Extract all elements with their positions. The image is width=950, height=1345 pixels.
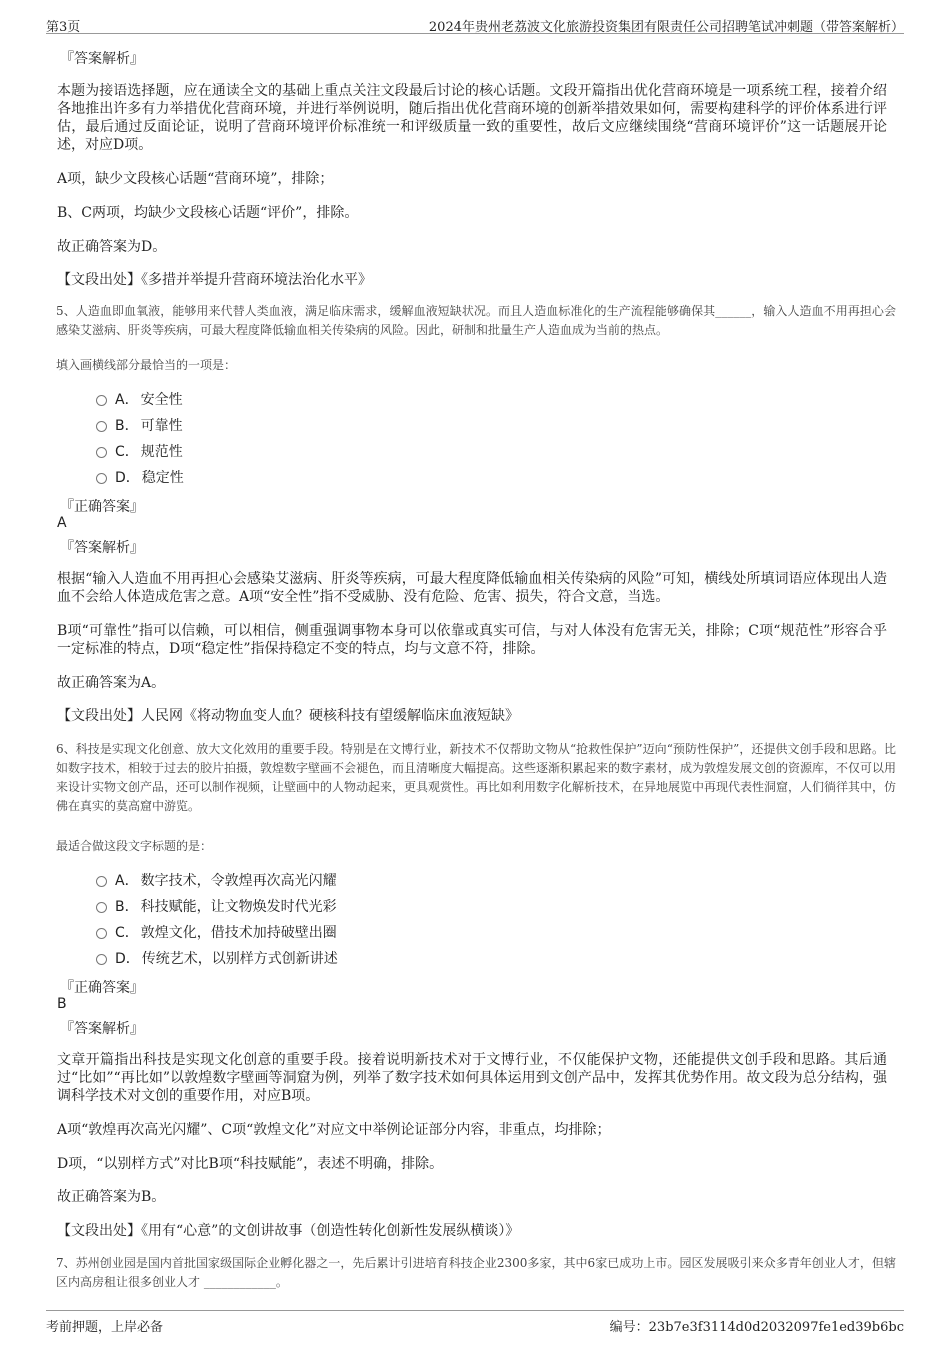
radio-button[interactable] — [96, 473, 107, 484]
page-number: 第3页 — [46, 20, 81, 35]
option-text: 可靠性 — [140, 418, 183, 434]
radio-button[interactable] — [96, 954, 107, 965]
answer-analysis-text: 文章开篇指出科技是实现文化创意的重要手段。接着说明新技术对于文博行业，不仅能保护文物，还能提供文创手段和思路。其后通过“比如”“再比如”以敦煌数字壁画等洞窟为例，列举了数字技术如何具体运用到文创产品中，发挥其优势作用。故文段为总分结构，强调科学技术对文创的重要作用，对应B项。 — [57, 1052, 887, 1104]
correct-answer-label: 『正确答案』 — [60, 499, 144, 515]
correct-answer: A — [57, 515, 67, 531]
option-text: 科技赋能，让文物焕发时代光彩 — [140, 899, 337, 915]
source-citation: 【文段出处】人民网《将动物血变人血？硬核科技有望缓解临床血液短缺》 — [57, 708, 519, 724]
radio-button[interactable] — [96, 447, 107, 458]
analysis-note: D项，“以别样方式”对比B项“科技赋能”，表述不明确，排除。 — [57, 1156, 444, 1172]
option-text: 数字技术，令敦煌再次高光闪耀 — [140, 873, 337, 889]
answer-analysis-text: B项“可靠性”指可以信赖，可以相信，侧重强调事物本身可以依靠或真实可信，与对人体没有危害无关，排除；C项“规范性”形容合乎一定标准的特点，D项“稳定性”指保持稳定不变的特点，均与文意不符，排除。 — [57, 623, 887, 657]
question-6: 6、科技是实现文化创意、放大文化效用的重要手段。特别是在文博行业，新技术不仅帮助文物从“抢救性保护”迈向“预防性保护”，还提供文创手段和思路。比如数字技术，相较于过去的胶片拍摄，敦煌数字壁画不会褪色，而且清晰度大幅提高。这些逐渐积累起来的数字素材，成为敦煌发展文创的资源库，不仅可以用来设计实物文创产品，还可以制作视频，让壁画中的人物动起来，更具观赏性。再比如利用数字化解析技术，在异地展览中再现代表性洞窟，人们徜徉其中，仿佛在真实的莫高窟中游览。 — [56, 742, 897, 813]
option-a[interactable] — [96, 389, 183, 409]
analysis-note: A项“敦煌再次高光闪耀”、C项“敦煌文化”对应文中举例论证部分内容，非重点，均排除； — [57, 1122, 611, 1138]
radio-button[interactable] — [96, 421, 107, 432]
radio-button[interactable] — [96, 395, 107, 406]
document-id: 编号：23b7e3f3114d0d2032097fe1ed39b6bc — [609, 1320, 904, 1335]
option-d[interactable] — [96, 948, 338, 968]
option-text: 敦煌文化，借技术加持破壁出圈 — [140, 925, 337, 941]
answer-analysis-label: 『答案解析』 — [60, 1021, 144, 1037]
option-letter: B． — [115, 418, 139, 434]
document-title: 2024年贵州老荔波文化旅游投资集团有限责任公司招聘笔试冲刺题（带答案解析） — [428, 20, 904, 35]
radio-button[interactable] — [96, 902, 107, 913]
question-7: 7、苏州创业园是国内首批国家级国际企业孵化器之一，先后累计引进培育科技企业2300多家，其中6家已成功上市。园区发展吸引来众多青年创业人才，但辖区内高房租让很多创业人才 ____________。 — [56, 1256, 896, 1289]
question-prompt: 填入画横线部分最恰当的一项是： — [56, 358, 237, 372]
footer-slogan: 考前押题，上岸必备 — [46, 1320, 164, 1335]
answer-conclusion: 故正确答案为A。 — [57, 675, 166, 691]
correct-answer-label: 『正确答案』 — [60, 980, 144, 996]
page-header — [46, 14, 904, 34]
question-prompt: 最适合做这段文字标题的是： — [56, 839, 213, 853]
option-letter: A． — [115, 873, 139, 889]
option-b[interactable] — [96, 415, 183, 435]
option-letter: D． — [115, 470, 140, 486]
answer-analysis-label: 『答案解析』 — [60, 540, 144, 556]
option-text: 传统艺术，以别样方式创新讲述 — [141, 951, 338, 967]
option-letter: A． — [115, 392, 139, 408]
question-5: 5、人造血即血氧液，能够用来代替人类血液，满足临床需求，缓解血液短缺状况。而且人造血标准化的生产流程能够确保其______，输入人造血不用再担心会感染艾滋病、肝炎等疾病，可最大程度降低输血相关传染病的风险。因此，研制和批量生产人造血成为当前的热点。 — [56, 304, 896, 337]
option-text: 安全性 — [140, 392, 183, 408]
option-letter: C． — [115, 925, 139, 941]
answer-analysis-text: 根据“输入人造血不用再担心会感染艾滋病、肝炎等疾病，可最大程度降低输血相关传染病的风险”可知，横线处所填词语应体现出人造血不会给人体造成危害之意。A项“安全性”指不受威胁、没有危险、危害、损失，符合文意，当选。 — [57, 571, 887, 605]
option-text: 稳定性 — [141, 470, 184, 486]
answer-conclusion: 故正确答案为B。 — [57, 1189, 166, 1205]
source-citation: 【文段出处】《用有“心意”的文创讲故事（创造性转化创新性发展纵横谈）》 — [57, 1223, 520, 1239]
option-d[interactable] — [96, 467, 184, 487]
option-c[interactable] — [96, 441, 183, 461]
correct-answer: B — [57, 996, 67, 1012]
option-letter: B． — [115, 899, 139, 915]
answer-analysis-label: 『答案解析』 — [60, 51, 144, 67]
radio-button[interactable] — [96, 928, 107, 939]
analysis-note: B、C两项，均缺少文段核心话题“评价”，排除。 — [57, 205, 359, 221]
radio-button[interactable] — [96, 876, 107, 887]
option-b[interactable] — [96, 896, 337, 916]
option-a[interactable] — [96, 870, 337, 890]
option-c[interactable] — [96, 922, 337, 942]
answer-conclusion: 故正确答案为D。 — [57, 239, 167, 255]
analysis-note: A项，缺少文段核心话题“营商环境”，排除； — [57, 171, 334, 187]
page-footer — [46, 1310, 904, 1334]
answer-analysis-text: 本题为接语选择题，应在通读全文的基础上重点关注文段最后讨论的核心话题。文段开篇指出优化营商环境是一项系统工程，接着介绍各地推出许多有力举措优化营商环境，并进行举例说明，随后指出优化营商环境的创新举措效果如何，需要构建科学的评价体系进行评估，最后通过反面论证，说明了营商环境评价标准统一和评级质量一致的重要性，故后文应继续围绕“营商环境评价”这一话题展开论述，对应D项。 — [57, 83, 887, 153]
option-letter: C． — [115, 444, 139, 460]
option-text: 规范性 — [140, 444, 183, 460]
option-letter: D． — [115, 951, 140, 967]
source-citation: 【文段出处】《多措并举提升营商环境法治化水平》 — [57, 272, 372, 288]
